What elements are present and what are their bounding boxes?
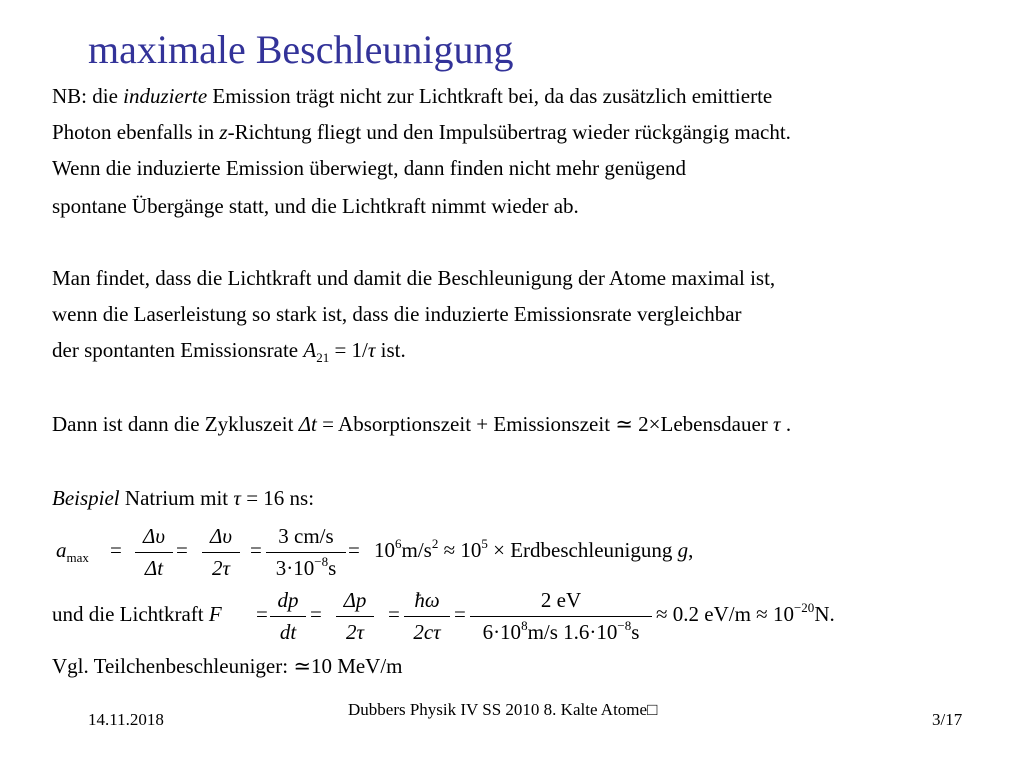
eq2-f4-num: 2 eV xyxy=(540,588,582,612)
eq1-r-a-sup: 6 xyxy=(395,536,402,551)
eq1-f3-den-sup: −8 xyxy=(314,554,329,569)
p2-l3-a: der spontanten Emissionsrate xyxy=(52,338,304,362)
eq1-r-d: × Erdbeschleunigung xyxy=(487,538,678,562)
eq1-r-b: m/s xyxy=(401,538,432,562)
p1-l2-z: z xyxy=(219,120,228,144)
eq2-label xyxy=(52,604,222,625)
p2-line-1: Man findet, dass die Lichtkraft und damit die Beschleunigung der Atome maximal ist, xyxy=(52,266,776,290)
p2-line-2: wenn die Laserleistung so stark ist, dass die induzierte Emissionsrate vergleichbar xyxy=(52,302,742,326)
eq2-fraction-1 xyxy=(270,588,306,645)
p3-a: Dann ist dann die Zykluszeit xyxy=(52,412,299,436)
p1-l1-italic: induzierte xyxy=(123,84,208,108)
footer-center xyxy=(348,700,657,720)
eq1-f3-num: 3 cm/s xyxy=(278,524,334,548)
eq2-equals-1: = xyxy=(256,602,268,626)
eq2-r-sup: −20 xyxy=(793,600,815,615)
p1-line-1 xyxy=(52,86,772,107)
p2-l3-sub: 21 xyxy=(316,350,330,365)
eq2-f4-den-c: s xyxy=(631,620,640,644)
p2-l3-A: A xyxy=(303,338,317,362)
eq2-f4-den-b: m/s 1.6·10 xyxy=(527,620,618,644)
eq1-r-b-sup: 2 xyxy=(431,536,439,551)
eq2-f4-den-sup2: −8 xyxy=(617,618,632,633)
eq2-F: F xyxy=(208,602,222,626)
eq2-fraction-2 xyxy=(336,588,374,645)
eq1-f3-den xyxy=(266,553,346,581)
eq1-equals-1: = xyxy=(110,538,122,562)
eq2-result xyxy=(656,600,835,626)
eq1-result xyxy=(374,536,694,562)
eq1-fraction-1 xyxy=(135,524,173,581)
eq2-r-b: N. xyxy=(814,602,835,626)
p1-l2-c: -Richtung fliegt und den Impulsübertrag wieder rückgängig macht. xyxy=(227,120,791,144)
p2-l3-b: ist. xyxy=(375,338,406,362)
eq2-equals-3: = xyxy=(388,602,400,626)
eq1-equals-4: = xyxy=(348,538,360,562)
comparison-line xyxy=(52,656,403,677)
eq1-g: g xyxy=(677,538,689,562)
slide-title: maximale Beschleunigung xyxy=(88,27,514,72)
eq1-f1-den: Δt xyxy=(144,556,164,580)
example-label: Beispiel xyxy=(52,486,120,510)
eq1-equals-2: = xyxy=(176,538,188,562)
eq1-f3-den-a: 3·10 xyxy=(275,556,315,580)
p2-l3-tau: τ xyxy=(367,338,376,362)
eq2-f2-num: Δp xyxy=(343,588,367,612)
eq1-r-c-sup: 5 xyxy=(481,536,488,551)
eq1-a xyxy=(56,538,89,565)
p3-d: . xyxy=(780,412,792,436)
p1-line-2 xyxy=(52,122,791,143)
eq1-f2-den: 2τ xyxy=(211,556,231,580)
p1-l2-a: Photon ebenfalls in xyxy=(52,120,220,144)
eq1-equals-3: = xyxy=(250,538,262,562)
example-text-a: Natrium mit xyxy=(119,486,234,510)
eq2-f3-num: ħω xyxy=(414,588,440,612)
eq1-a-sub: max xyxy=(66,550,89,565)
eq1-fraction-2 xyxy=(202,524,240,581)
p3-c: 2×Lebensdauer xyxy=(632,412,774,436)
eq2-equals-4: = xyxy=(454,602,466,626)
eq1-fraction-3 xyxy=(266,524,346,581)
eq2-equals-2: = xyxy=(310,602,322,626)
footer-center-text: Dubbers Physik IV SS 2010 8. Kalte Atome xyxy=(348,700,648,719)
comparison-label: Vgl. Teilchenbeschleuniger: xyxy=(52,654,294,678)
eq2-f4-den-sup1: 8 xyxy=(521,618,528,633)
p1-l1-c: Emission trägt nicht zur Lichtkraft bei, da das zusätzlich emittierte xyxy=(207,84,773,108)
eq1-r-a: 10 xyxy=(374,538,395,562)
example-line xyxy=(52,488,314,509)
eq2-f4-den xyxy=(470,617,652,645)
eq1-r-c: ≈ 10 xyxy=(438,538,482,562)
eq2-f4-den-a: 6·10 xyxy=(482,620,522,644)
p3-approx: ≃ xyxy=(615,412,633,436)
p1-l1-a: NB: die xyxy=(52,84,124,108)
p3-b: = Absorptionszeit + Emissionszeit xyxy=(316,412,616,436)
comparison-value: 10 MeV/m xyxy=(310,654,403,678)
p1-line-4: spontane Übergänge statt, und die Lichtkraft nimmt wieder ab. xyxy=(52,194,579,218)
eq2-r-a: ≈ 0.2 eV/m ≈ 10 xyxy=(656,602,794,626)
eq1-a-symbol: a xyxy=(56,538,67,562)
p2-line-3 xyxy=(52,338,406,365)
eq2-f2-den: 2τ xyxy=(345,620,365,644)
footer-center-symbol: □ xyxy=(647,700,658,719)
eq2-f1-num: dp xyxy=(277,588,299,612)
eq1-f2-num: Δυ xyxy=(210,524,232,548)
footer-date: 14.11.2018 xyxy=(88,710,164,729)
footer-page-number: 3/17 xyxy=(932,710,963,729)
p3-line xyxy=(52,414,791,435)
p2-l3-eq: = 1/ xyxy=(329,338,368,362)
eq2-fraction-4 xyxy=(470,588,652,645)
example-text-b: = 16 ns: xyxy=(240,486,315,510)
eq2-fraction-3 xyxy=(404,588,450,645)
eq1-r-e: , xyxy=(688,538,694,562)
eq2-label-a: und die Lichtkraft xyxy=(52,602,209,626)
p3-dt: Δt xyxy=(298,412,317,436)
p3-tau: τ xyxy=(773,412,781,436)
eq2-f3-den: 2cτ xyxy=(413,620,441,644)
p1-line-3: Wenn die induzierte Emission überwiegt, dann finden nicht mehr genügend xyxy=(52,156,686,180)
comparison-symbol: ≃ xyxy=(293,654,311,678)
eq1-f3-den-b: s xyxy=(328,556,337,580)
eq2-f1-den: dt xyxy=(279,620,297,644)
eq1-f1-num: Δυ xyxy=(143,524,165,548)
example-tau: τ xyxy=(233,486,241,510)
